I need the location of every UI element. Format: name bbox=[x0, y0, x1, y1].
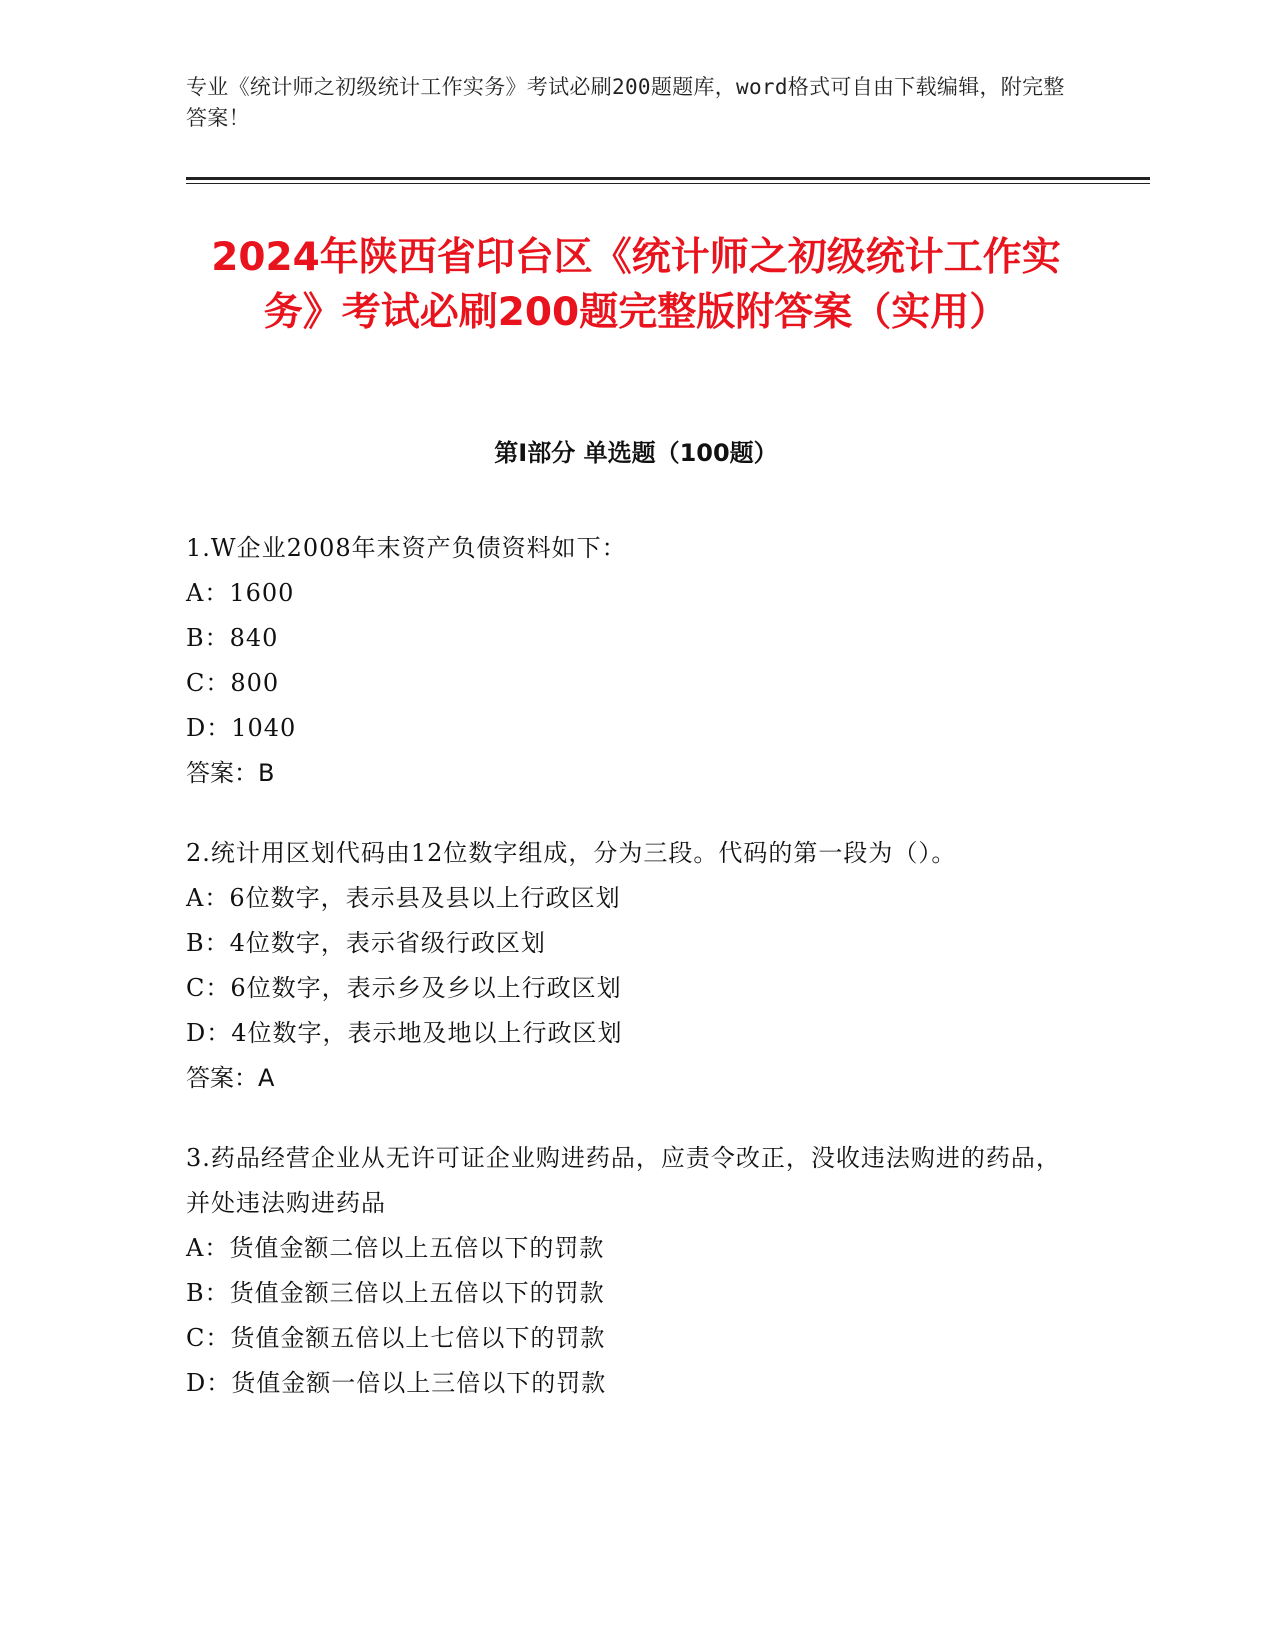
option-d: D：4位数字，表示地及地以上行政区划 bbox=[186, 1019, 623, 1047]
header-rule-thick bbox=[186, 177, 1150, 180]
option-d: D：1040 bbox=[186, 714, 297, 742]
question-stem: 2.统计用区划代码由12位数字组成，分为三段。代码的第一段为（）。 bbox=[186, 839, 957, 867]
question-3 bbox=[186, 1136, 1066, 1406]
answer: 答案：A bbox=[186, 1064, 275, 1092]
option-c: C：货值金额五倍以上七倍以下的罚款 bbox=[186, 1324, 606, 1352]
question-stem: 1.W企业2008年末资产负债资料如下： bbox=[186, 534, 627, 562]
question-2 bbox=[186, 831, 1066, 1101]
option-c: C：800 bbox=[186, 669, 280, 697]
option-b: B：货值金额三倍以上五倍以下的罚款 bbox=[186, 1279, 605, 1307]
question-stem: 3.药品经营企业从无许可证企业购进药品，应责令改正，没收违法购进的药品，并处违法购进药品 bbox=[186, 1144, 1061, 1217]
option-d: D：货值金额一倍以上三倍以下的罚款 bbox=[186, 1369, 607, 1397]
document-title: 2024年陕西省印台区《统计师之初级统计工作实务》考试必刷200题完整版附答案（实用） bbox=[211, 235, 1061, 335]
option-a: A：1600 bbox=[186, 579, 295, 607]
option-b: B：4位数字，表示省级行政区划 bbox=[186, 929, 546, 957]
header-note: 专业《统计师之初级统计工作实务》考试必刷200题题库，word格式可自由下载编辑，附完整答案！ bbox=[186, 75, 1065, 130]
question-list bbox=[186, 526, 1066, 1441]
option-c: C：6位数字，表示乡及乡以上行政区划 bbox=[186, 974, 622, 1002]
question-1 bbox=[186, 526, 1066, 796]
option-b: B：840 bbox=[186, 624, 279, 652]
option-a: A：货值金额二倍以上五倍以下的罚款 bbox=[186, 1234, 605, 1262]
answer: 答案：B bbox=[186, 759, 275, 787]
header-rule-thin bbox=[186, 183, 1150, 184]
option-a: A：6位数字，表示县及县以上行政区划 bbox=[186, 884, 621, 912]
section-title: 第I部分 单选题（100题） bbox=[494, 439, 778, 467]
